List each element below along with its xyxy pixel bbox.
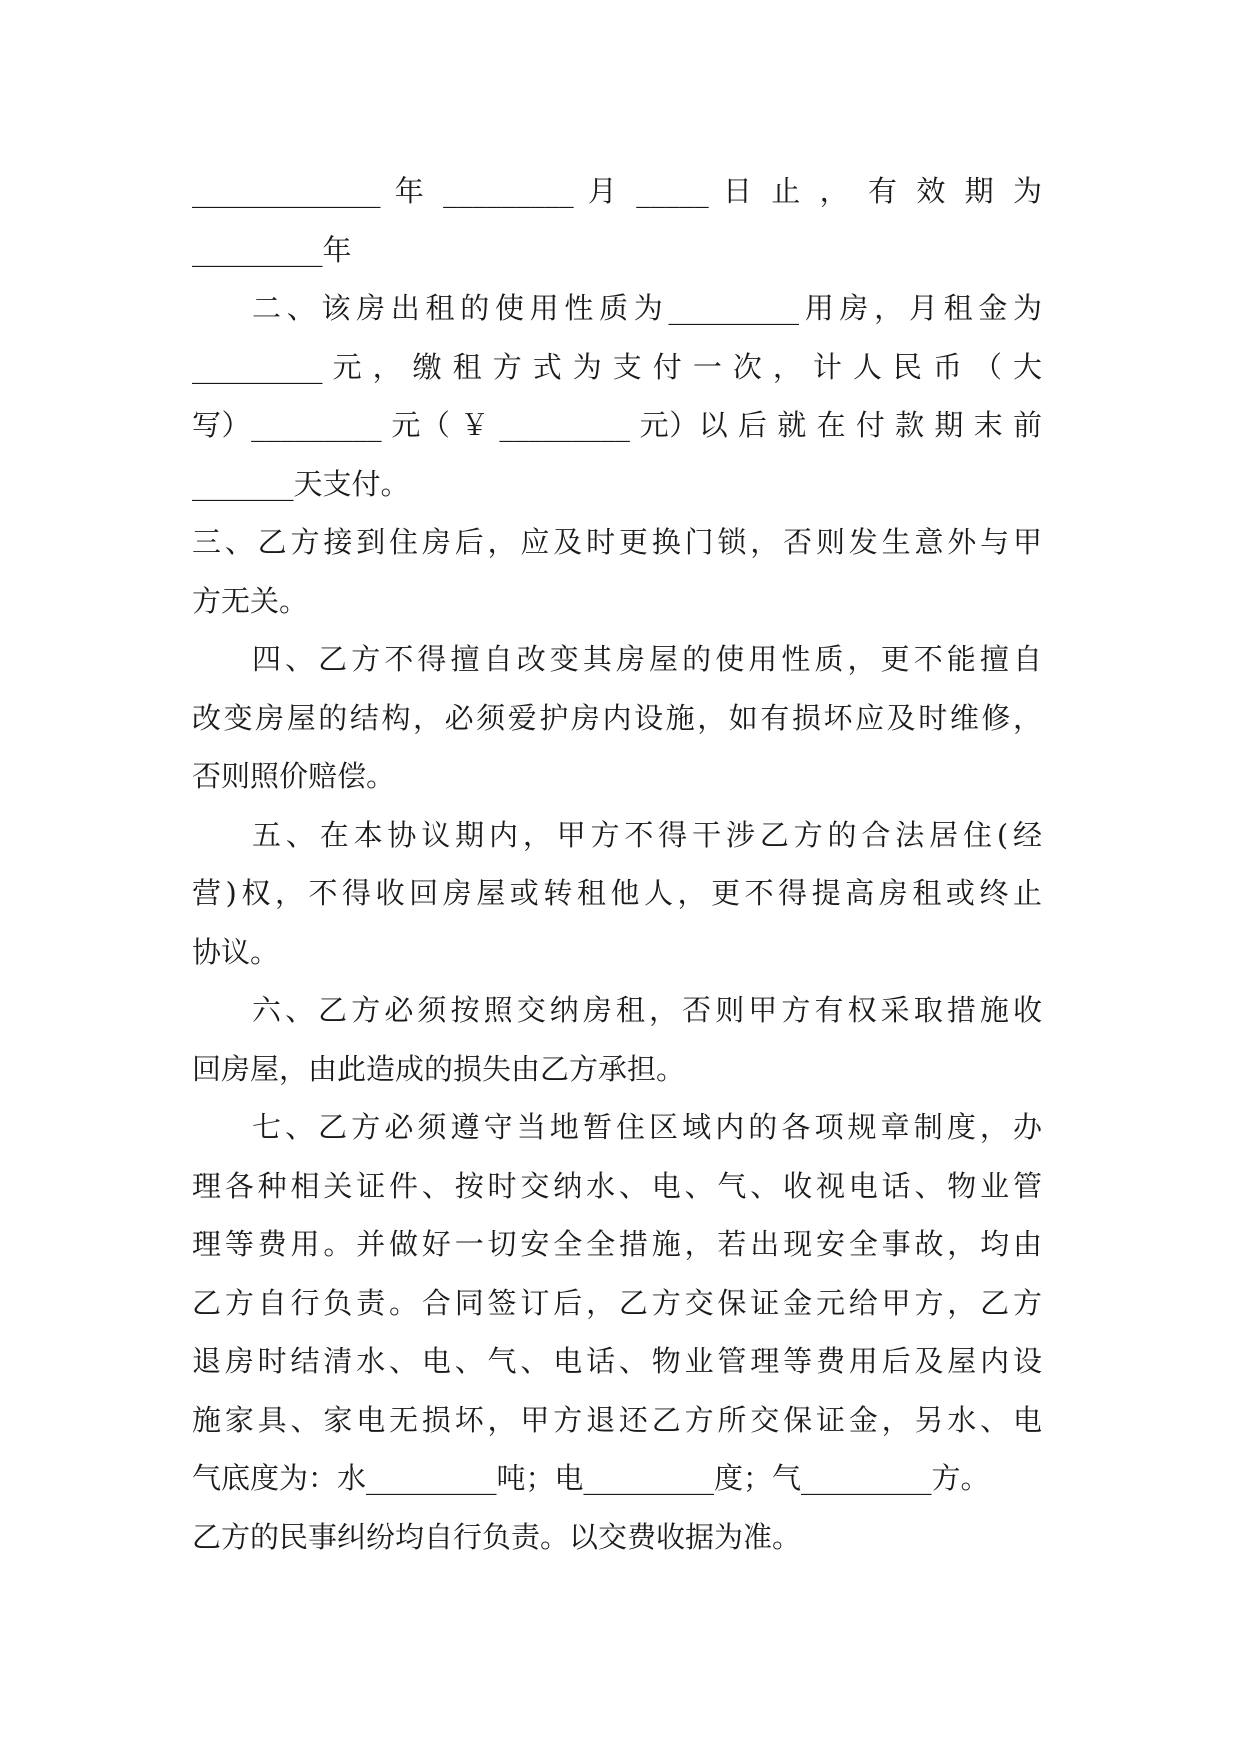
text-line: 否则照价赔偿。 [192,759,396,793]
text-line: 退房时结清水、电、气、电话、物业管理等费用后及屋内设 [192,1344,1042,1378]
clause-2-line: 二、该房出租的使用性质为_________用房，月租金为 [252,291,1042,325]
text-line: 理各种相关证件、按时交纳水、电、气、收视电话、物业管 [192,1168,1042,1203]
text-line: _____________ 年 _________ 月 _____ 日 止 ， 有 效 期 为 [192,174,1042,208]
clause-6-line: 六、乙方必须按照交纳房租，否则甲方有权采取措施收 [252,993,1042,1027]
text-line: 施家具、家电无损坏，甲方退还乙方所交保证金，另水、电 [192,1402,1042,1437]
text-line: 方无关。 [192,583,309,618]
text-line: 气底度为：水_________吨；电_________度；气_________方。 [192,1461,990,1495]
text-line: 理等费用。并做好一切安全全措施，若出现安全事故，均由 [192,1227,1042,1261]
text-line: 乙方的民事纠纷均自行负责。以交费收据为准。 [192,1519,802,1554]
clause-7-line: 七、乙方必须遵守当地暂住区域内的各项规章制度，办 [252,1110,1042,1144]
text-line: 协议。 [192,934,280,969]
text-line: _______天支付。 [192,466,410,501]
clause-4-line: 四、乙方不得擅自改变其房屋的使用性质，更不能擅自 [252,642,1042,676]
clause-3-line: 三、乙方接到住房后，应及时更换门锁，否则发生意外与甲 [192,525,1042,559]
text-line: _________年 [192,232,352,267]
text-line: _________ 元 ， 缴 租 方 式 为 支 付 一 次 ， 计 人 民 币 （ 大 [192,349,1042,384]
text-line: 营)权，不得收回房屋或转租他人，更不得提高房租或终止 [192,876,1042,910]
text-line: 写）_________ 元（ ￥ _________ 元）以 后 就 在 付 款 期 末 前 [192,408,1042,442]
contract-page [192,162,1042,1566]
text-line: 回房屋，由此造成的损失由乙方承担。 [192,1051,686,1086]
text-line: 乙方自行负责。合同签订后，乙方交保证金元给甲方，乙方 [192,1285,1042,1320]
clause-5-line: 五、在本协议期内，甲方不得干涉乙方的合法居住(经 [252,817,1042,852]
text-line: 改变房屋的结构，必须爱护房内设施，如有损坏应及时维修， [192,700,1042,735]
